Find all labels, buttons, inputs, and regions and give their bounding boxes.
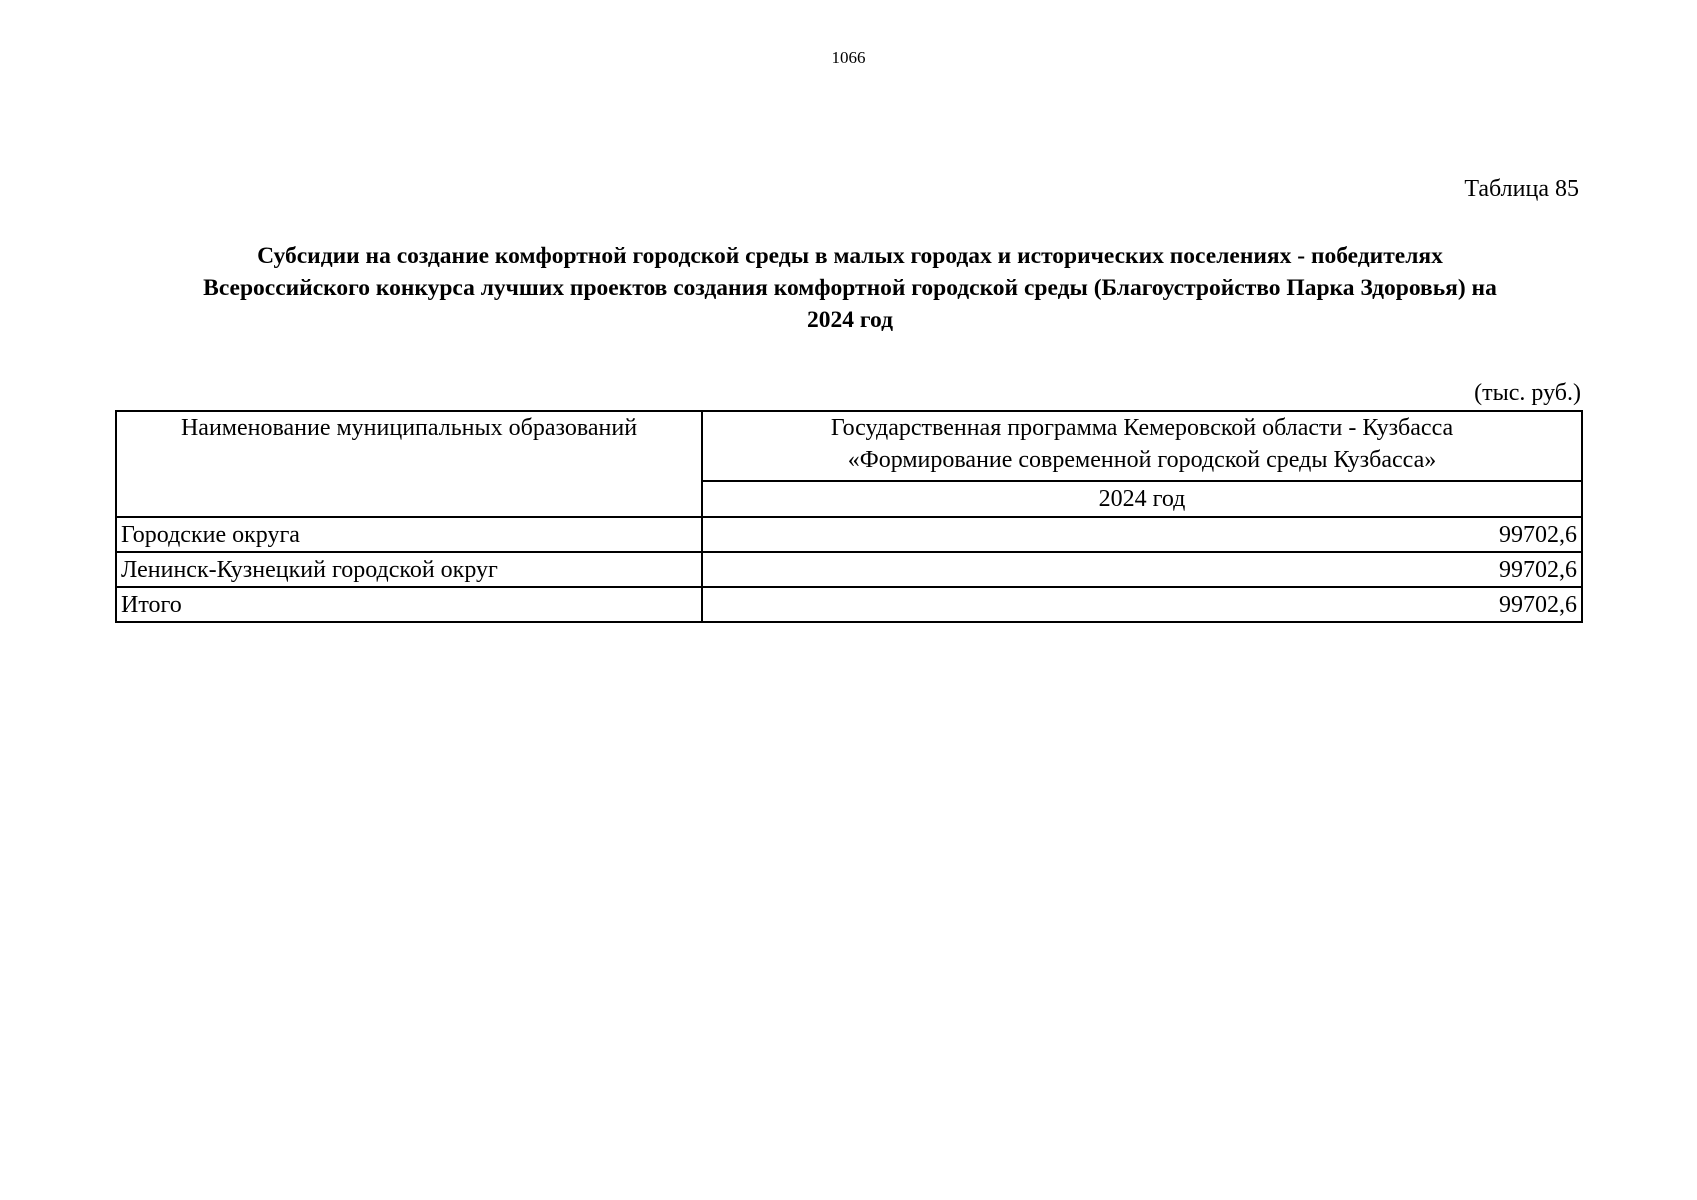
- row-value: 99702,6: [702, 517, 1582, 552]
- header-program: [702, 411, 1582, 481]
- subsidy-table: [115, 410, 1583, 623]
- row-name: Городские округа: [116, 517, 702, 552]
- header-municipality: Наименование муниципальных образований: [116, 411, 702, 517]
- title-line: Субсидии на создание комфортной городской среды в малых городах и исторических поселениях - победителях: [257, 243, 1443, 269]
- document-title: [115, 240, 1585, 336]
- row-name: Итого: [116, 587, 702, 622]
- table-row: [116, 552, 1582, 587]
- title-line: 2024 год: [807, 307, 893, 333]
- table-row: [116, 517, 1582, 552]
- row-value: 99702,6: [702, 552, 1582, 587]
- header-program-line: «Формирование современной городской среды Кузбасса»: [847, 447, 1437, 473]
- table-label: Таблица 85: [1464, 176, 1579, 202]
- title-line: Всероссийского конкурса лучших проектов создания комфортной городской среды (Благоустройство Парка Здоровья) на: [203, 275, 1497, 301]
- row-name: Ленинск-Кузнецкий городской округ: [116, 552, 702, 587]
- table-header-row: [116, 411, 1582, 481]
- table-row-total: [116, 587, 1582, 622]
- header-year: 2024 год: [702, 481, 1582, 517]
- units-label: (тыс. руб.): [1474, 380, 1581, 406]
- page-number: 1066: [831, 48, 866, 67]
- row-value: 99702,6: [702, 587, 1582, 622]
- header-program-line: Государственная программа Кемеровской области - Кузбасса: [830, 415, 1454, 441]
